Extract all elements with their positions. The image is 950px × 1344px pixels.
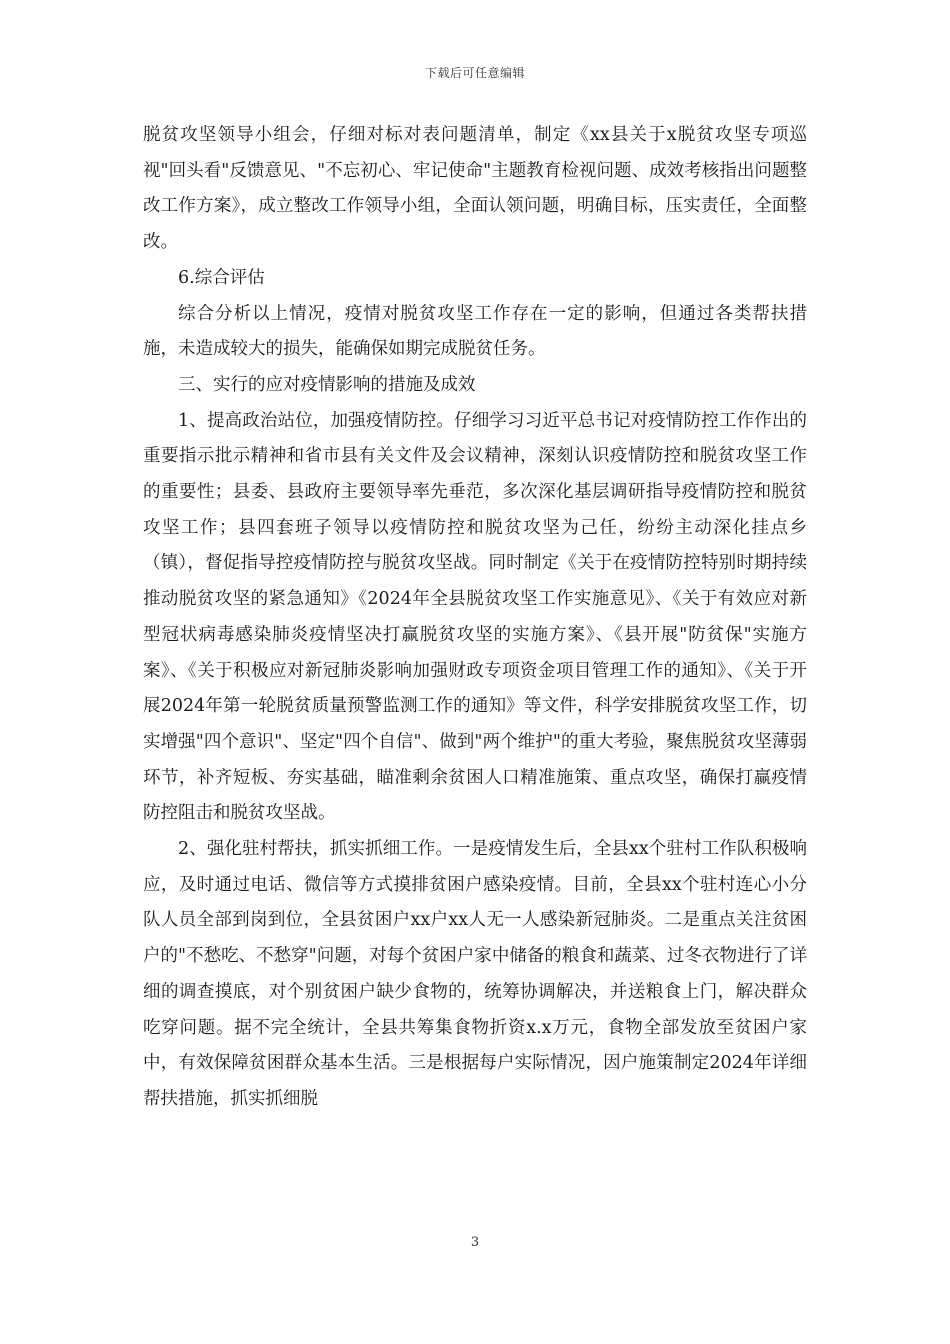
paragraph-measure-2: 2、强化驻村帮扶，抓实抓细工作。一是疫情发生后，全县xx个驻村工作队积极响应，及时通过电话、微信等方式摸排贫困户感染疫情。目前，全县xx个驻村连心小分队人员全部到岗到位，全县贫困户xx户xx人无一人感染新冠肺炎。二是重点关注贫困户的"不愁吃、不愁穿"问题，对每个贫困户家中储备的粮食和蔬菜、过冬衣物进行了详细的调查摸底，对个别贫困户缺少食物的，统筹协调解决，并送粮食上门，解决群众吃穿问题。据不完全统计，全县共筹集食物折资x.x万元，食物全部发放至贫困户家中，有效保障贫困群众基本生活。三是根据每户实际情况，因户施策制定2024年详细帮扶措施，抓实抓细脱 [143,839,807,1109]
paragraph-measure-1: 1、提高政治站位，加强疫情防控。仔细学习习近平总书记对疫情防控工作作出的重要指示批示精神和省市县有关文件及会议精神，深刻认识疫情防控和脱贫攻坚工作的重要性；县委、县政府主要领导率先垂范，多次深化基层调研指导疫情防控和脱贫攻坚工作；县四套班子领导以疫情防控和脱贫攻坚为己任，纷纷主动深化挂点乡（镇），督促指导控疫情防控与脱贫攻坚战。同时制定《关于在疫情防控特别时期持续推动脱贫攻坚的紧急通知》《2024年全县脱贫攻坚工作实施意见》、《关于有效应对新型冠状病毒感染肺炎疫情坚决打赢脱贫攻坚的实施方案》、《县开展"防贫保"实施方案》、《关于积极应对新冠肺炎影响加强财政专项资金项目管理工作的通知》、《关于开展2024年第一轮脱贫质量预警监测工作的通知》等文件，科学安排脱贫攻坚工作，切实增强"四个意识"、坚定"四个自信"、做到"两个维护"的重大考验，聚焦脱贫攻坚薄弱环节，补齐短板、夯实基础，瞄准剩余贫困人口精准施策、重点攻坚，确保打赢疫情防控阻击和脱贫攻坚战。 [143,410,807,824]
section-heading-comprehensive-assessment: 6.综合评估 [178,267,265,288]
page-header-note: 下载后可任意编辑 [424,66,525,80]
page-number: 3 [470,1235,480,1250]
paragraph-1: 脱贫攻坚领导小组会，仔细对标对表问题清单，制定《xx县关于x脱贫攻坚专项巡视"回头看"反馈意见、"不忘初心、牢记使命"主题教育检视问题、成效考核指出问题整改工作方案》，成立整改工作领导小组，全面认领问题，明确目标，压实责任，全面整改。 [143,125,807,253]
paragraph-assessment: 综合分析以上情况，疫情对脱贫攻坚工作存在一定的影响，但通过各类帮扶措施，未造成较大的损失，能确保如期完成脱贫任务。 [143,303,807,360]
document-body [143,118,807,1118]
section-heading-measures: 三、实行的应对疫情影响的措施及成效 [178,374,476,395]
